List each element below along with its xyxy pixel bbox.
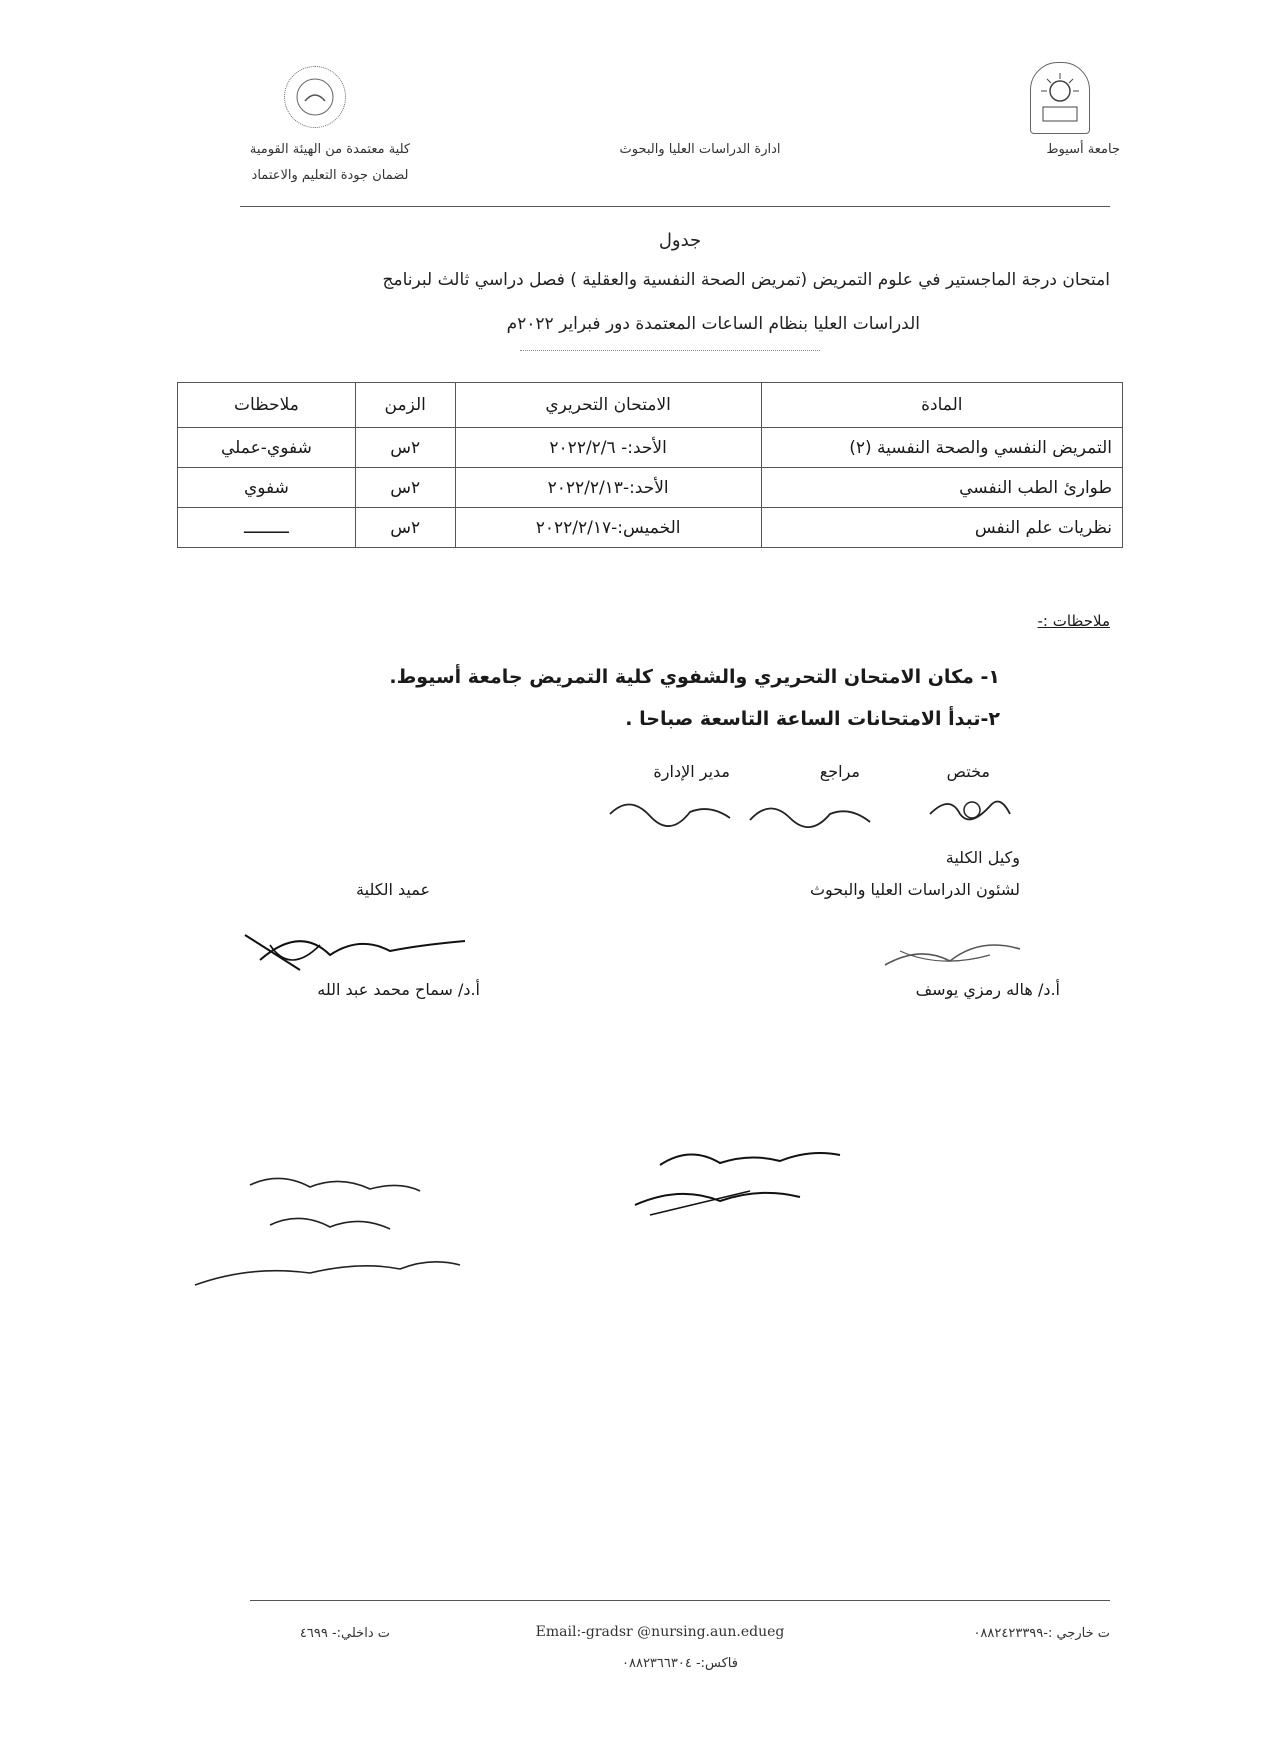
title-line-2: امتحان درجة الماجستير في علوم التمريض (تمريض الصحة النفسية والعقلية ) فصل دراسي ثالث لبرنامج (382, 270, 1110, 290)
table-header-row (178, 383, 1123, 428)
vice-dean-name: أ.د/ هاله رمزي يوسف (915, 980, 1060, 999)
fax-number: فاكس:- ٠٨٨٢٣٦٦٣٠٤ (622, 1656, 738, 1671)
exam-schedule-table (177, 382, 1123, 548)
email-address: Email:-gradsr @nursing.aun.edueg (535, 1624, 785, 1640)
accreditation-line-1: كلية معتمدة من الهيئة القومية (249, 142, 411, 157)
cell-notes: شفوي (178, 468, 356, 508)
note-item-2: ٢-تبدأ الامتحانات الساعة التاسعة صباحا . (625, 708, 1000, 730)
cell-subject: طوارئ الطب النفسي (761, 468, 1122, 508)
cell-time: ٢س (355, 508, 455, 548)
header-subject: المادة (761, 383, 1122, 428)
internal-phone: ت داخلي:- ٤٦٩٩ (299, 1626, 390, 1641)
handwritten-approval-notes (190, 1165, 480, 1305)
note-item-1: ١- مكان الامتحان التحريري والشفوي كلية التمريض جامعة أسيوط. (389, 666, 1000, 688)
faculty-seal (284, 66, 346, 128)
dean-signature (240, 915, 470, 985)
cell-exam-date: الأحد:- ٢٠٢٢/٢/٦ (455, 428, 761, 468)
table-row (178, 508, 1123, 548)
specialist-label: مختص (946, 762, 990, 781)
dean-title: عميد الكلية (356, 880, 430, 899)
header-divider (240, 206, 1110, 207)
admin-signatures (600, 784, 1040, 834)
cell-subject: التمريض النفسي والصحة النفسية (٢) (761, 428, 1122, 468)
university-logo (1030, 62, 1090, 134)
accreditation-line-2: لضمان جودة التعليم والاعتماد (251, 168, 409, 183)
cell-subject: نظريات علم النفس (761, 508, 1122, 548)
cell-exam-date: الخميس:-٢٠٢٢/٢/١٧ (455, 508, 761, 548)
department-name: ادارة الدراسات العليا والبحوث (619, 142, 781, 157)
vice-dean-subtitle: لشئون الدراسات العليا والبحوث (809, 880, 1020, 899)
handwritten-signature-center (630, 1135, 850, 1225)
cell-notes: ـــــــــ (178, 508, 356, 548)
dean-name: أ.د/ سماح محمد عبد الله (317, 980, 480, 999)
vice-dean-signature (880, 925, 1030, 975)
cell-exam-date: الأحد:-٢٠٢٢/٢/١٣ (455, 468, 761, 508)
university-name: جامعة أسيوط (1046, 142, 1120, 157)
vice-dean-title: وكيل الكلية (945, 848, 1020, 867)
doc-title: جدول (658, 230, 702, 251)
admin-manager-label: مدير الإدارة (653, 762, 730, 781)
cell-time: ٢س (355, 468, 455, 508)
header-written-exam: الامتحان التحريري (455, 383, 761, 428)
cell-time: ٢س (355, 428, 455, 468)
seal-icon (285, 67, 345, 127)
reviewer-label: مراجع (819, 762, 860, 781)
header-notes: ملاحظات (178, 383, 356, 428)
sun-emblem-icon (1031, 63, 1089, 133)
footer-divider (250, 1600, 1110, 1601)
title-line-3: الدراسات العليا بنظام الساعات المعتمدة دور فبراير ٢٠٢٢م (506, 314, 920, 334)
cell-notes: شفوي-عملي (178, 428, 356, 468)
dotted-separator (520, 350, 820, 351)
table-row (178, 468, 1123, 508)
external-phone: ت خارجي :-٠٨٨٢٤٢٣٣٩٩ (973, 1626, 1110, 1641)
table-row (178, 428, 1123, 468)
header-time: الزمن (355, 383, 455, 428)
notes-title: ملاحظات :- (1037, 612, 1110, 630)
